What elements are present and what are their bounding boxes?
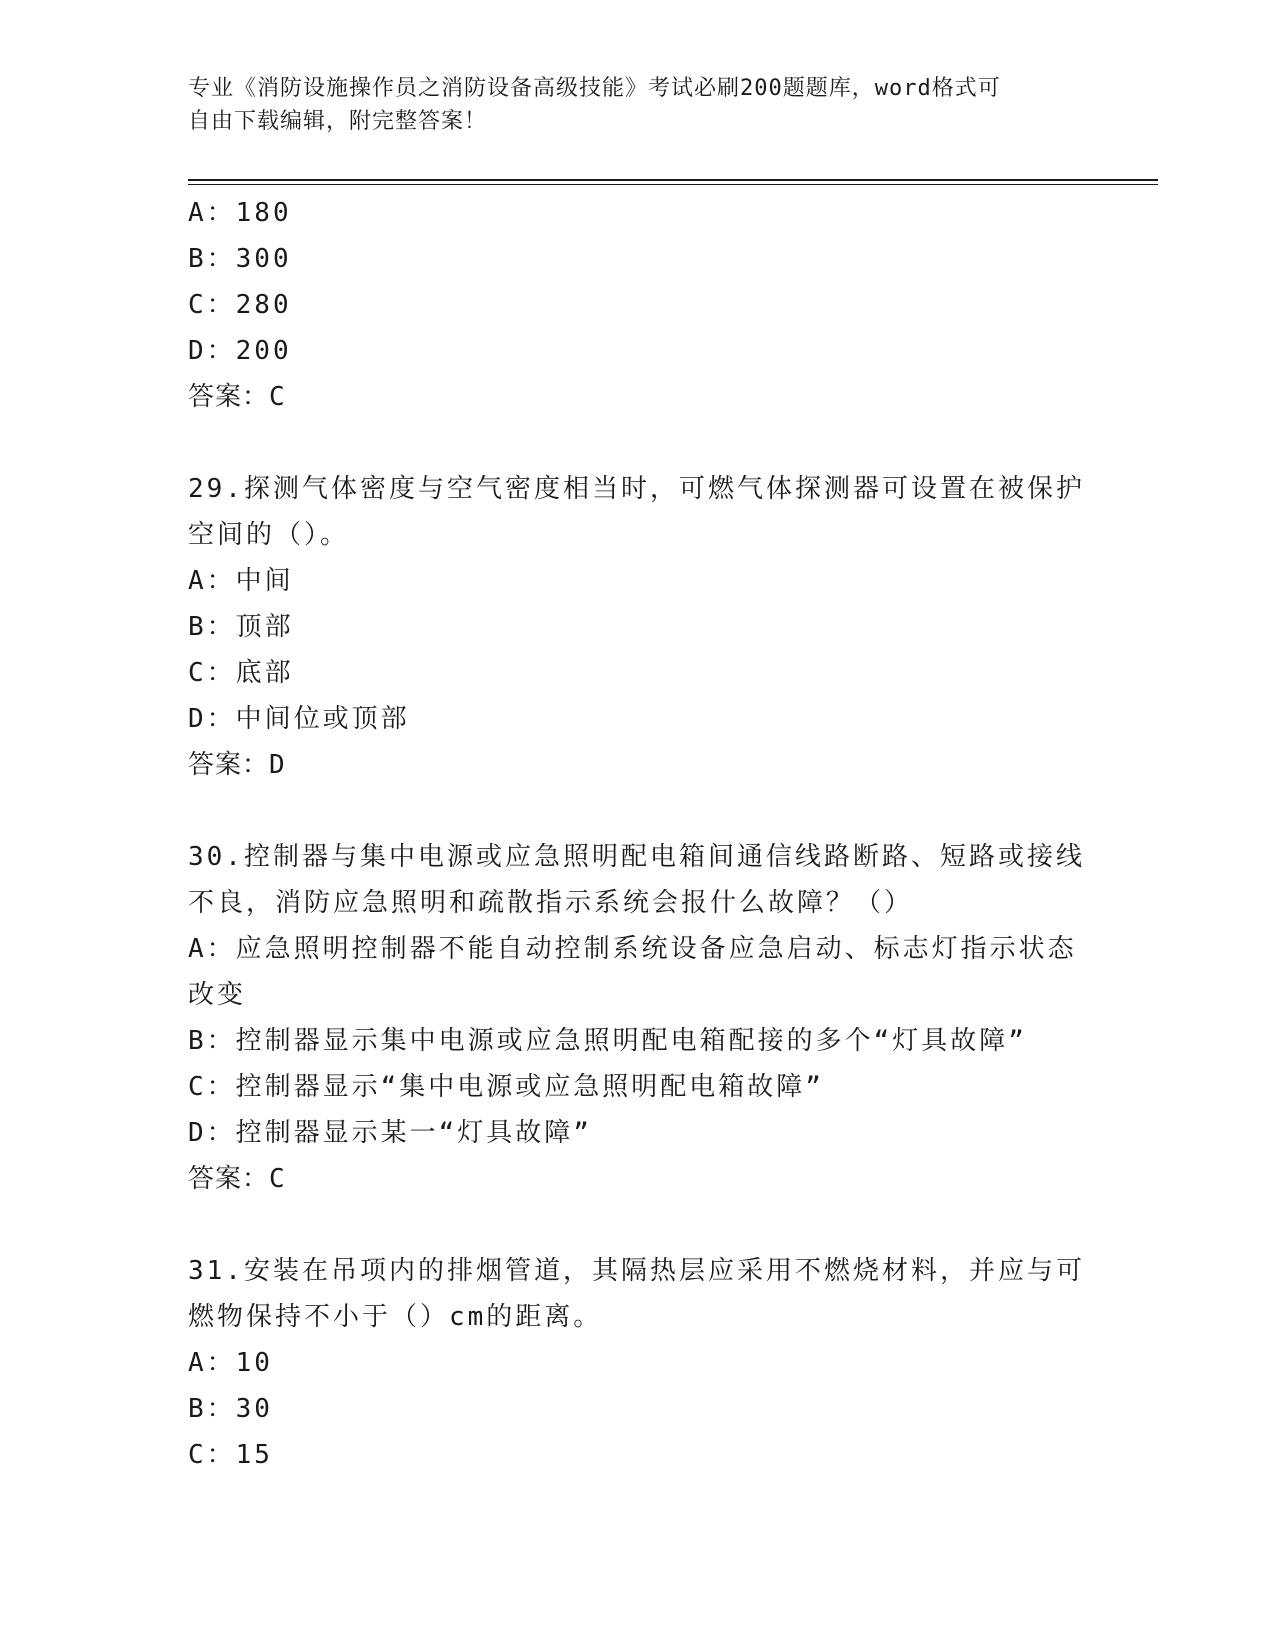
question-31: [188, 1248, 1085, 1478]
header-line-2: 自由下载编辑，附完整答案！: [188, 109, 488, 134]
q29-option-b: B：顶部: [188, 612, 294, 642]
q28-option-c: C：280: [188, 290, 292, 320]
question-29: [188, 466, 1085, 788]
q29-option-a: A：中间: [188, 566, 294, 596]
q28-option-a: A：180: [188, 198, 292, 228]
header-rule-thick: [188, 179, 1158, 181]
q28-answer: 答案：C: [188, 382, 286, 412]
q30-stem-line-2: 不良，消防应急照明和疏散指示系统会报什么故障？（）: [188, 888, 914, 918]
document-header: [188, 72, 1068, 138]
header-line-1: 专业《消防设施操作员之消防设备高级技能》考试必刷200题题库，word格式可: [188, 76, 1001, 101]
q31-option-a: A：10: [188, 1348, 273, 1378]
q29-answer: 答案：D: [188, 750, 286, 780]
header-rule-thin: [188, 184, 1158, 185]
q29-stem-line-1: 29.探测气体密度与空气密度相当时，可燃气体探测器可设置在被保护: [188, 474, 1085, 504]
q30-option-b: B：控制器显示集中电源或应急照明配电箱配接的多个“灯具故障”: [188, 1026, 1027, 1056]
q28-option-b: B：300: [188, 244, 292, 274]
question-28: [188, 190, 1078, 420]
q30-stem-line-1: 30.控制器与集中电源或应急照明配电箱间通信线路断路、短路或接线: [188, 842, 1085, 872]
q28-option-d: D：200: [188, 336, 292, 366]
q30-option-a-line-1: A：应急照明控制器不能自动控制系统设备应急启动、标志灯指示状态: [188, 934, 1077, 964]
q29-stem-line-2: 空间的（）。: [188, 520, 350, 550]
q31-stem-line-1: 31.安装在吊项内的排烟管道，其隔热层应采用不燃烧材料，并应与可: [188, 1256, 1085, 1286]
q30-answer: 答案：C: [188, 1164, 286, 1194]
q30-option-a-line-2: 改变: [188, 980, 247, 1010]
question-list: [188, 190, 1085, 1478]
q29-option-c: C：底部: [188, 658, 294, 688]
q31-option-c: C：15: [188, 1440, 273, 1470]
q29-option-d: D：中间位或顶部: [188, 704, 410, 734]
q31-option-b: B：30: [188, 1394, 273, 1424]
question-30: [188, 834, 1085, 1202]
q31-stem-line-2: 燃物保持不小于（）cm的距离。: [188, 1302, 603, 1332]
q30-option-d: D：控制器显示某一“灯具故障”: [188, 1118, 592, 1148]
q30-option-c: C：控制器显示“集中电源或应急照明配电箱故障”: [188, 1072, 824, 1102]
